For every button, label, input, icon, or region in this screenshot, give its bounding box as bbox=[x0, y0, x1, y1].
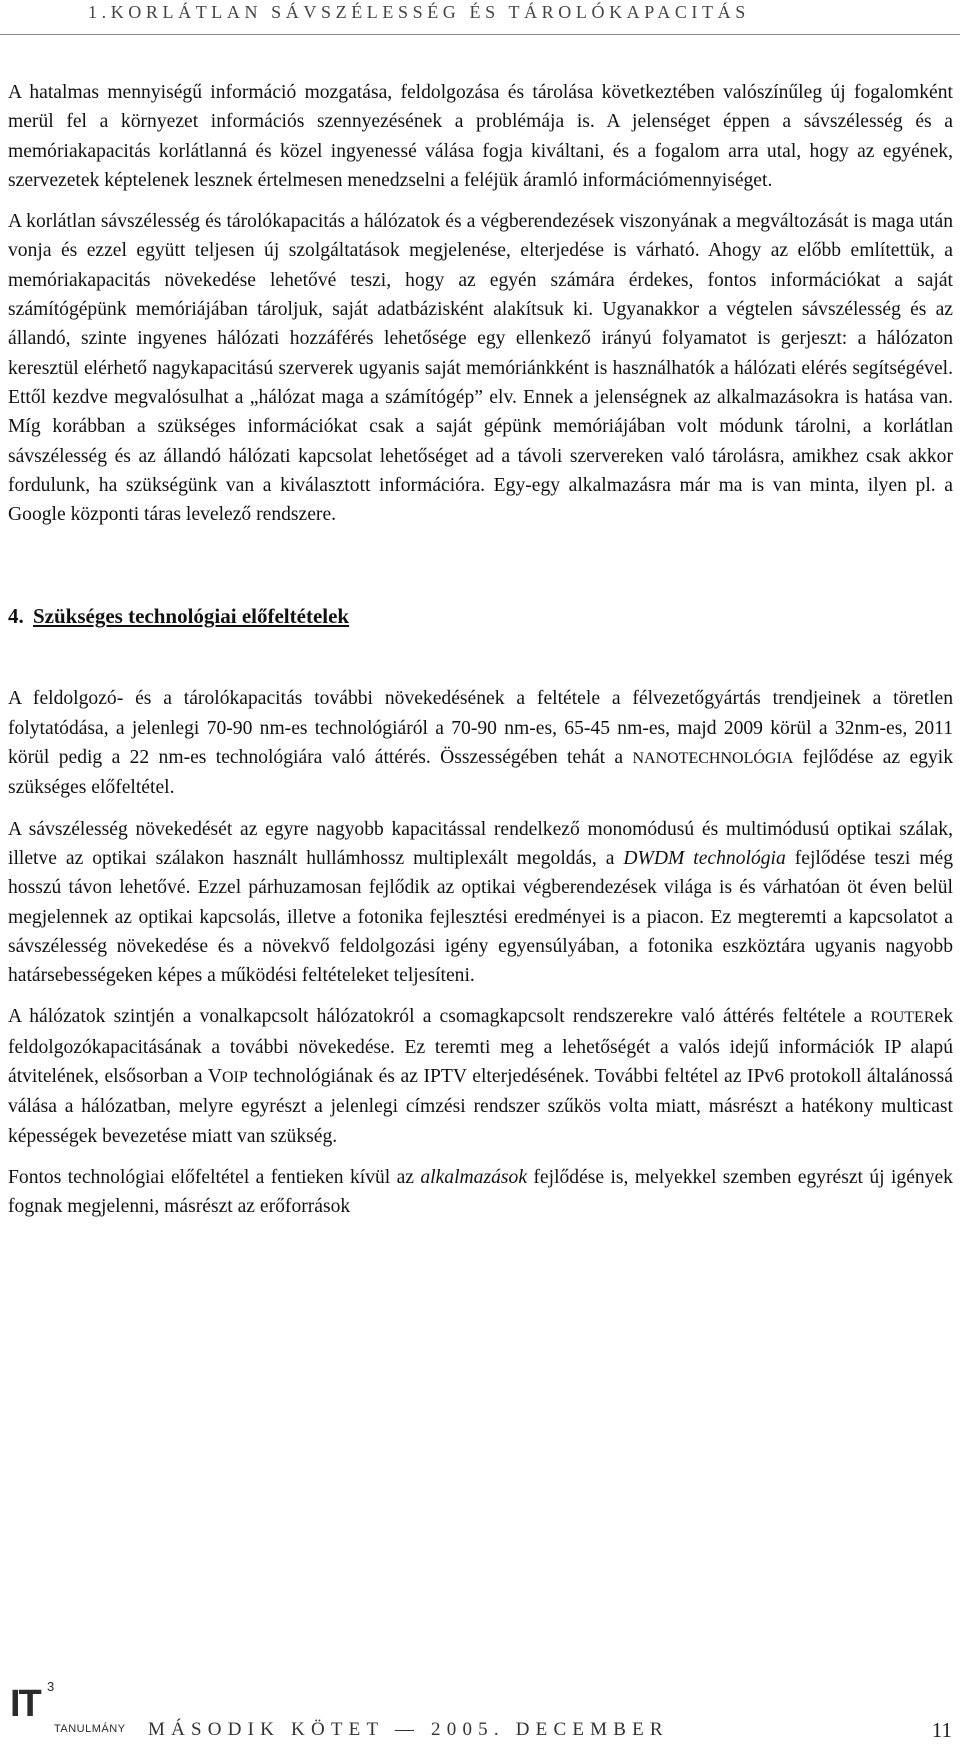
text-run: A feldolgozó- és a tárolókapacitás további növekedésének a feltétele a félvezetőgyártás trendjeinek a töretlen folytatódása, a jelenlegi 70-90 nm-es technológiáról a 70-90 nm-es, 65-45 nm-es, majd 2009 körül a 32nm-es, 2011 körül pedig a 22 nm-es technológiára való áttérés. Összességében tehát a bbox=[8, 688, 953, 769]
logo-superscript: 3 bbox=[47, 1679, 55, 1694]
header-rule bbox=[0, 34, 960, 35]
volume-label: MÁSODIK KÖTET — 2005. DECEMBER bbox=[148, 1719, 669, 1740]
running-title: 1.KORLÁTLAN SÁVSZÉLESSÉG ÉS TÁROLÓKAPACITÁS bbox=[88, 2, 750, 22]
italic-term: DWDM technológia bbox=[623, 847, 786, 869]
paragraph bbox=[8, 815, 953, 991]
section-number: 4. bbox=[8, 604, 24, 629]
logo-mark: IT bbox=[10, 1683, 40, 1725]
paragraph bbox=[8, 684, 953, 802]
small-caps-term: ROUTER bbox=[870, 1009, 935, 1027]
small-caps-term: NANOTECHNOLÓGIA bbox=[632, 750, 794, 768]
text-run: fejlődése az egyik szükséges előfeltétel. bbox=[8, 747, 954, 799]
text-run: A sávszélesség növekedését az egyre nagyobb kapacitással rendelkező monomódusú és multimódusú optikai szálak, illetve az optikai szálakon használt hullámhossz multiplexált megoldás, a bbox=[8, 818, 953, 869]
running-header bbox=[0, 0, 960, 28]
paragraph: A hatalmas mennyiségű információ mozgatása, feldolgozása és tárolása következtében valószínűleg új fogalomként merül fel a környezet információs szennyezésének a problémája is. A jelenséget éppen a sávszélesség és a memóriakapacitás korlátlanná és közel ingyenessé válása fogja kiváltani, és a fogalom arra utal, hogy az egyének, szervezetek képtelenek lesznek értelmesen menedzselni a feléjük áramló információmennyiséget. bbox=[8, 82, 953, 191]
page-footer bbox=[0, 1665, 960, 1745]
it3-logo bbox=[8, 1679, 126, 1745]
text-run: fejlődése is, melyekkel szemben egyrészt új igények fognak megjelenni, másrészt az erőforrások bbox=[8, 1166, 953, 1218]
text-run: ek feldolgozókapacitásának a további növekedése. Ez teremti meg a lehetőségét a valós idejű információk IP alapú átvitelének, elsősorban a V bbox=[8, 1006, 953, 1088]
page-number: 11 bbox=[931, 1718, 952, 1742]
small-caps-term: OIP bbox=[221, 1069, 248, 1087]
document-body bbox=[8, 78, 953, 1234]
text-run: technológiának és az IPTV elterjedésének. További feltétel az IPv6 protokoll általánossá válása a hálózatban, melyre egyrészt a jelenlegi címzési rendszer szűkös volta miatt, másrészt a hatékony multicast képességek bevezetése miatt van szükség. bbox=[8, 1066, 953, 1147]
text-run: Fontos technológiai előfeltétel a fentieken kívül az bbox=[8, 1166, 421, 1188]
paragraph bbox=[8, 1002, 953, 1150]
logo-subtitle: TANULMÁNY bbox=[54, 1723, 126, 1735]
paragraph bbox=[8, 1163, 953, 1222]
section-heading bbox=[8, 604, 953, 629]
text-run: fejlődése teszi még hosszú távon lehetővé. Ezzel párhuzamosan fejlődik az optikai végberendezések világa is és várhatóan öt éven belül megjelennek az optikai kapcsolás, illetve a fotonika fejlesztési eredményei is a piacon. Ez megteremti a kapcsolatot a sávszélesség növekedése és a növekvő feldolgozási igény egyensúlyában, a fotonika eszköztára ugyanis nagyobb határsebességeken képes a működési feltételeket teljesíteni. bbox=[8, 847, 953, 987]
text-run: A hálózatok szintjén a vonalkapcsolt hálózatokról a csomagkapcsolt rendszerekre való áttérés feltétele a bbox=[8, 1006, 871, 1028]
section-title: Szükséges technológiai előfeltételek bbox=[33, 604, 350, 629]
italic-term: alkalmazások bbox=[420, 1166, 528, 1188]
paragraph: A korlátlan sávszélesség és tárolókapacitás a hálózatok és a végberendezések viszonyának a megváltozását is maga után vonja és ezzel együtt teljesen új szolgáltatások megjelenése, elterjedése is várható. Ahogy az előbb említettük, a memóriakapacitás növekedése lehetővé teszi, hogy az egyén számára érdekes, fontos információkat a saját számítógépünk memóriájában tároljuk, saját adatbázisként alakítsuk ki. Ugyanakkor a végtelen sávszélesség és az állandó, szinte ingyenes hálózati hozzáférés lehetősége egy ellenkező irányú folyamatot is gerjeszt: a hálózaton keresztül elérhető nagykapacitású szerverek ugyanis saját memóriánkként is használhatók a hálózati elérés segítségével. Ettől kezdve megvalósulhat a „hálózat maga a számítógép” elv. Ennek a jelenségnek az alkalmazásokra is hatása van. Míg korábban a szükséges információkat csak a saját gépünk memóriájában volt módunk tárolni, a korlátlan sávszélesség és az állandó hálózati kapcsolat lehetőséget ad a távoli szervereken való tárolásra, amikhez csak akkor fordulunk, ha szükségünk van a kiválasztott információra. Egy-egy alkalmazásra már ma is van minta, ilyen pl. a Google központi táras levelező rendszere. bbox=[8, 211, 953, 526]
